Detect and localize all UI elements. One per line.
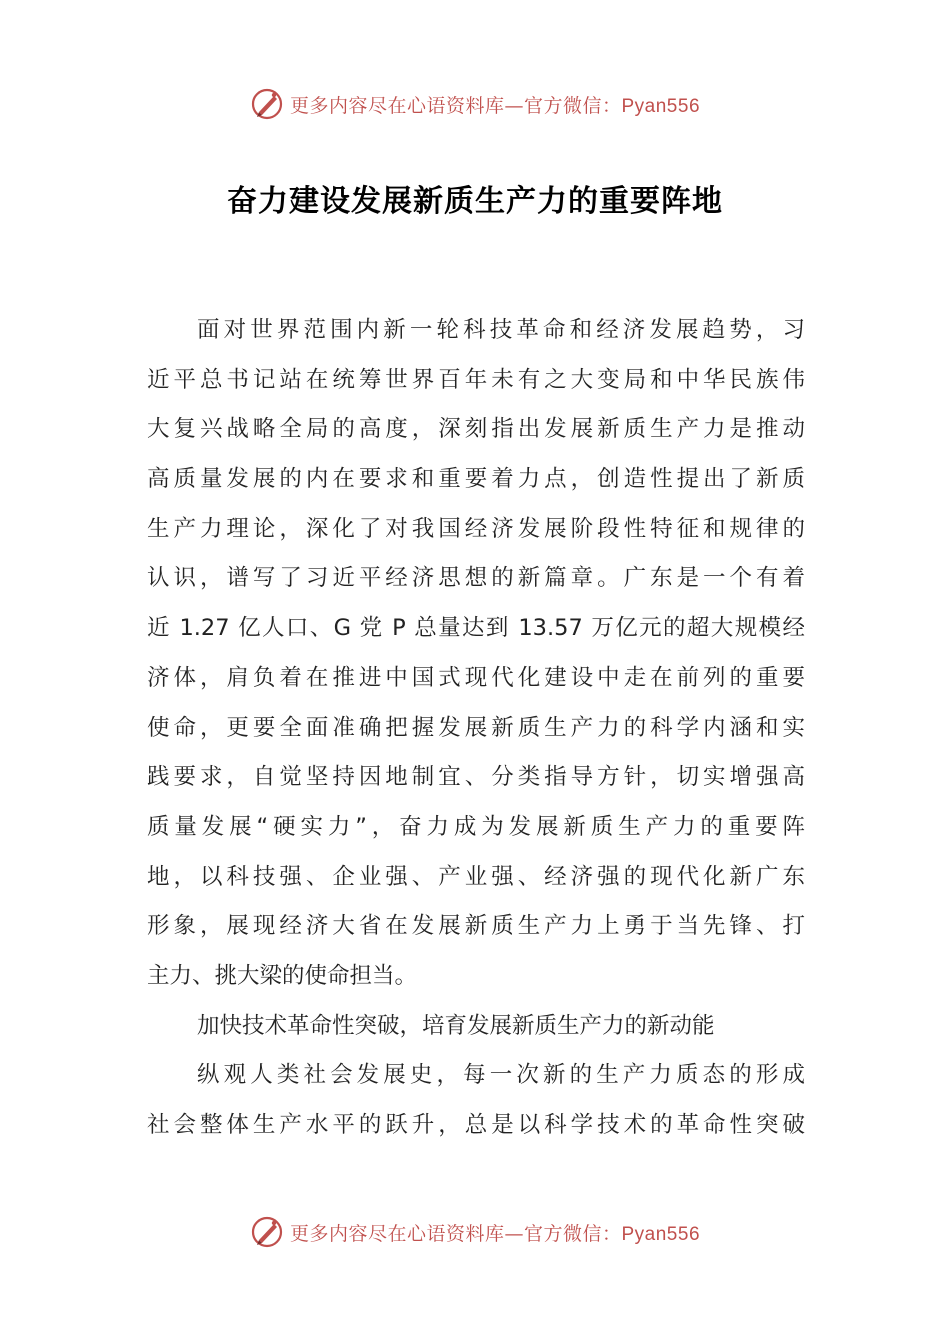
document-body xyxy=(147,306,805,1151)
paragraph-line: 近 1.27 亿人口、G 党 P 总量达到 13.57 万亿元的超大规模经 xyxy=(147,615,805,642)
pen-logo-icon xyxy=(250,87,284,121)
paragraph-line: 面对世界范围内新一轮科技革命和经济发展趋势，习 xyxy=(197,317,805,343)
document-title: 奋力建设发展新质生产力的重要阵地 xyxy=(227,184,723,219)
paragraph-line: 认识，谱写了习近平经济思想的新篇章。广东是一个有着 xyxy=(147,565,805,592)
paragraph-line: 主力、挑大梁的使命担当。 xyxy=(147,962,418,989)
footer-watermark xyxy=(0,1212,950,1252)
paragraph-line: 济体，肩负着在推进中国式现代化建设中走在前列的重要 xyxy=(147,664,805,691)
section-heading: 加快技术革命性突破，培育发展新质生产力的新动能 xyxy=(197,1012,715,1039)
paragraph-line: 质量发展“硬实力”，奋力成为发展新质生产力的重要阵 xyxy=(147,813,805,840)
paragraph-line: 生产力理论，深化了对我国经济发展阶段性特征和规律的 xyxy=(147,515,805,542)
paragraph-line: 形象，展现经济大省在发展新质生产力上勇于当先锋、打 xyxy=(147,913,805,940)
watermark-text: 更多内容尽在心语资料库—官方微信：Pyan556 xyxy=(289,1222,701,1245)
paragraph-line: 使命，更要全面准确把握发展新质生产力的科学内涵和实 xyxy=(147,714,805,741)
paragraph-line: 践要求，自觉坚持因地制宜、分类指导方针，切实增强高 xyxy=(147,764,805,791)
paragraph-line: 高质量发展的内在要求和重要着力点，创造性提出了新质 xyxy=(147,466,805,493)
paragraph-line: 近平总书记站在统筹世界百年未有之大变局和中华民族伟 xyxy=(147,366,805,393)
paragraph-line: 地，以科技强、企业强、产业强、经济强的现代化新广东 xyxy=(147,863,805,890)
watermark-text: 更多内容尽在心语资料库—官方微信：Pyan556 xyxy=(289,94,701,117)
paragraph-line: 大复兴战略全局的高度，深刻指出发展新质生产力是推动 xyxy=(147,416,805,443)
paragraph-line: 社会整体生产水平的跃升，总是以科学技术的革命性突破 xyxy=(147,1112,805,1138)
pen-logo-icon xyxy=(250,1215,284,1249)
header-watermark xyxy=(0,84,950,124)
paragraph-line: 纵观人类社会发展史，每一次新的生产力质态的形成 xyxy=(197,1062,805,1089)
